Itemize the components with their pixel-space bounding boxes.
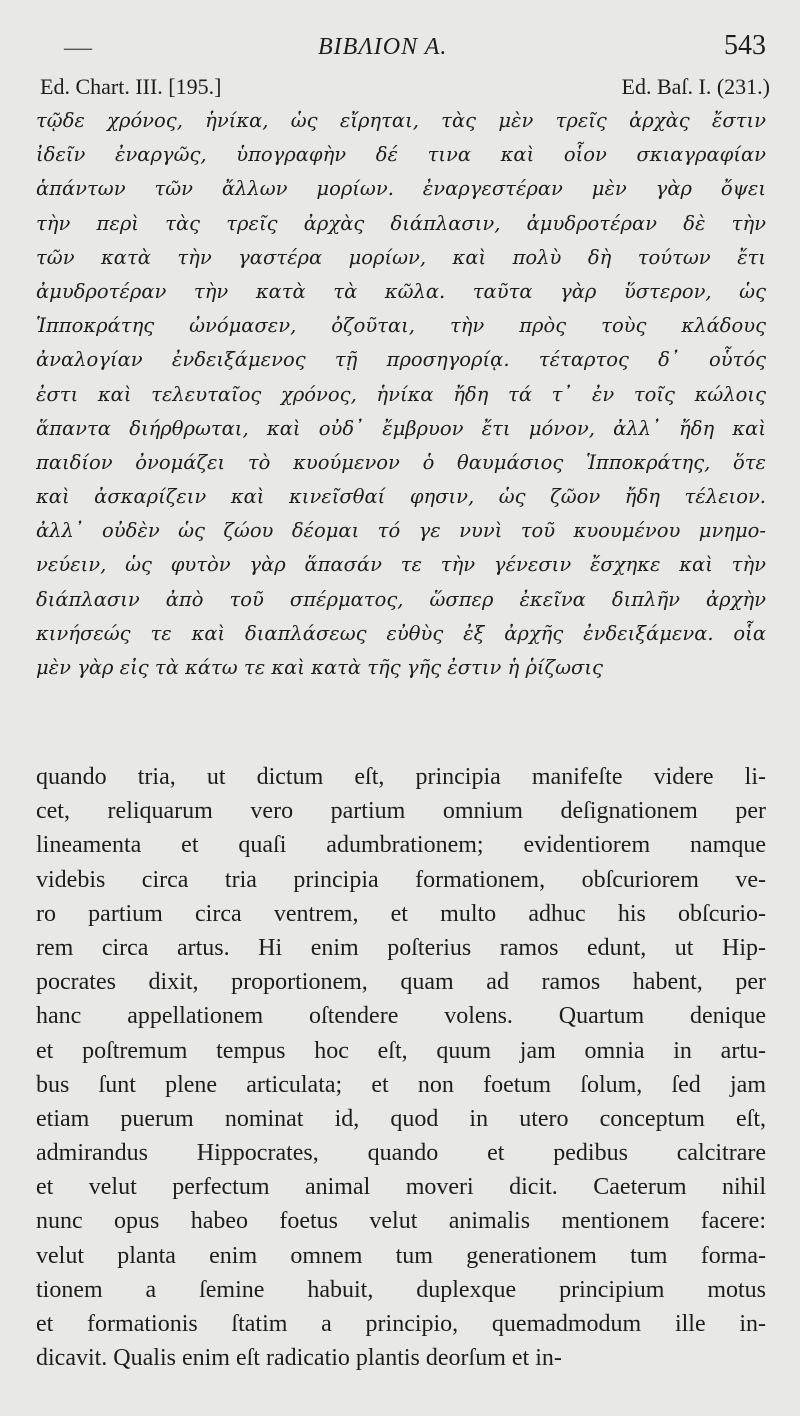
edition-basel: Ed. Baſ. I. (231.) [621, 74, 770, 99]
latin-text-line: dicavit. Qualis enim eſt radicatio plantis deorſum et in- [36, 1345, 562, 1372]
latin-text-line: ro partium circa ventrem, et multo adhuc his obſcurio- [36, 900, 766, 927]
edition-chartier: Ed. Chart. III. [195.] [40, 74, 222, 99]
greek-text-line: ἰδεῖν ἐναργῶς, ὑπογραφὴν δέ τινα καὶ οἷον σκιαγραφίαν [36, 143, 766, 167]
greek-text-line: ἁπάντων τῶν ἄλλων μορίων. ἐναργεστέραν μὲν γὰρ ὄψει [36, 177, 766, 201]
latin-text-line: etiam puerum nominat id, quod in utero conceptum eſt, [36, 1105, 766, 1132]
latin-text-line: bus ſunt plene articulata; et non foetum ſolum, ſed jam [36, 1071, 766, 1098]
greek-text-line: παιδίον ὀνομάζει τὸ κυούμενον ὁ θαυμάσιος Ἱπποκράτης, ὅτε [36, 450, 766, 474]
latin-text-line: tionem a ſemine habuit, duplexque principium motus [36, 1276, 766, 1303]
header-dash: — [64, 32, 92, 63]
greek-text-line: διάπλασιν ἀπὸ τοῦ σπέρματος, ὥσπερ ἐκεῖνα διπλῆν ἀρχὴν [36, 587, 766, 611]
latin-text-line: lineamenta et quaſi adumbrationem; evidentiorem namque [36, 832, 766, 859]
latin-text-line: admirandus Hippocrates, quando et pedibus calcitrare [36, 1140, 766, 1167]
page-number: 543 [724, 30, 766, 61]
greek-text-line: νεύειν, ὡς φυτὸν γὰρ ἅπασάν τε τὴν γένεσιν ἔσχηκε καὶ τὴν [36, 553, 766, 577]
latin-text-line: velut planta enim omnem tum generationem tum forma- [36, 1242, 766, 1269]
latin-text-line: cet, reliquarum vero partium omnium deſignationem per [36, 798, 766, 825]
greek-text-line: ἅπαντα διήρθρωται, καὶ οὐδ᾽ ἔμβρυον ἔτι μόνον, ἀλλ᾽ ἤδη καὶ [36, 416, 766, 440]
latin-text-line: nunc opus habeo foetus velut animalis mentionem facere: [36, 1208, 766, 1235]
latin-text-line: et poſtremum tempus hoc eſt, quum jam omnia in artu- [36, 1037, 766, 1064]
greek-text-line: τὴν περὶ τὰς τρεῖς ἀρχὰς διάπλασιν, ἀμυδροτέραν δὲ τὴν [36, 211, 766, 235]
greek-text-line: ἀλλ᾽ οὐδὲν ὡς ζώου δέομαι τό γε νυνὶ τοῦ κυουμένου μνημο- [36, 519, 766, 543]
greek-text-line: κινήσεώς τε καὶ διαπλάσεως εὐθὺς ἐξ ἀρχῆς ἐνδειξάμενα. οἷα [36, 621, 766, 645]
greek-text-line: τῶν κατὰ τὴν γαστέρα μορίων, καὶ πολὺ δὴ τούτων ἔτι [36, 245, 766, 269]
greek-text-line: ἀναλογίαν ἐνδειξάμενος τῇ προσηγορίᾳ. τέταρτος δ᾽ οὗτός [36, 348, 766, 372]
greek-text-line: μὲν γὰρ εἰς τὰ κάτω τε καὶ κατὰ τῆς γῆς ἐστιν ἡ ῥίζωσις [36, 656, 603, 679]
greek-text-line: τῷδε χρόνος, ἡνίκα, ὡς εἴρηται, τὰς μὲν τρεῖς ἀρχὰς ἔστιν [36, 109, 766, 132]
greek-text-line: ἐστι καὶ τελευταῖος χρόνος, ἡνίκα ἤδη τά τ᾽ ἐν τοῖς κώλοις [36, 382, 766, 406]
latin-text-block [36, 760, 766, 1375]
latin-text-line: videbis circa tria principia formationem, obſcuriorem ve- [36, 866, 766, 893]
latin-text-line: rem circa artus. Hi enim poſterius ramos edunt, ut Hip- [36, 934, 766, 961]
greek-text-block [36, 104, 766, 685]
latin-text-line: et formationis ſtatim a principio, quemadmodum ille in- [36, 1311, 766, 1337]
greek-text-line: Ἱπποκράτης ὠνόμασεν, ὀζοῦται, τὴν πρὸς τοὺς κλάδους [36, 314, 766, 338]
page-header [0, 28, 800, 68]
latin-text-line: hanc appellationem oſtendere volens. Quartum denique [36, 1003, 766, 1030]
greek-text-line: καὶ ἀσκαρίζειν καὶ κινεῖσθαί φησιν, ὡς ζῶον ἤδη τέλειον. [36, 485, 766, 509]
edition-references [40, 74, 770, 104]
greek-text-line: ἀμυδροτέραν τὴν κατὰ τὰ κῶλα. ταῦτα γὰρ ὕστερον, ὡς [36, 279, 766, 303]
latin-text-line: pocrates dixit, proportionem, quam ad ramos habent, per [36, 969, 766, 996]
latin-text-line: quando tria, ut dictum eſt, principia manifeſte videre li- [36, 764, 766, 790]
running-title: ΒΙΒΛΙΟΝ Α. [318, 34, 448, 60]
latin-text-line: et velut perfectum animal moveri dicit. Caeterum nihil [36, 1174, 766, 1201]
